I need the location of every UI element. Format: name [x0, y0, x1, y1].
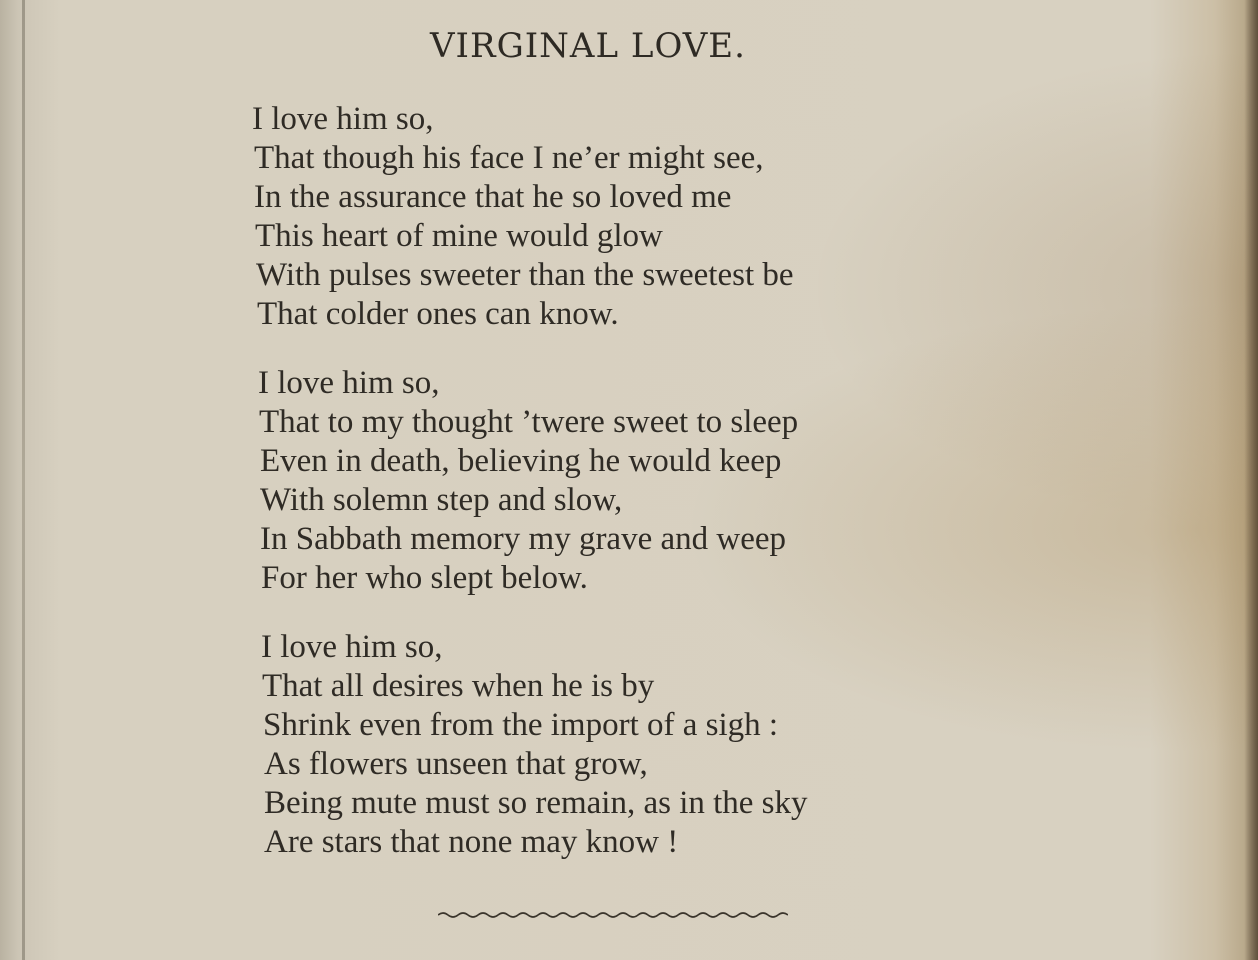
- stanza-2: [252, 364, 972, 598]
- stanza-1: [252, 100, 972, 334]
- poem-line: That colder ones can know.: [257, 296, 619, 332]
- poem-line: With solemn step and slow,: [260, 482, 623, 518]
- poem-line: Shrink even from the import of a sigh :: [263, 707, 779, 743]
- poem-line: Being mute must so remain, as in the sky: [264, 785, 808, 821]
- wavy-rule-ornament-icon: [438, 903, 788, 923]
- poem-line: In the assurance that he so loved me: [254, 179, 732, 215]
- poem-line: That all desires when he is by: [262, 668, 655, 704]
- poem-body: [252, 100, 972, 892]
- poem-line: For her who slept below.: [261, 560, 588, 596]
- poem-line: I love him so,: [258, 365, 440, 401]
- poem-line: In Sabbath memory my grave and weep: [260, 521, 787, 557]
- poem-line: That to my thought ’twere sweet to sleep: [259, 404, 799, 440]
- stanza-3: [252, 628, 972, 862]
- poem-line: That though his face I ne’er might see,: [254, 140, 764, 176]
- poem-line: As flowers unseen that grow,: [264, 746, 648, 782]
- poem-line: Are stars that none may know !: [264, 824, 679, 860]
- poem-line: I love him so,: [252, 101, 434, 137]
- binding-edge: [22, 0, 25, 960]
- poem-title: VIRGINAL LOVE.: [430, 26, 746, 66]
- poem-line: I love him so,: [261, 629, 443, 665]
- poem-line: This heart of mine would glow: [255, 218, 663, 254]
- page-edge-shadow: [1244, 0, 1258, 960]
- poem-line: With pulses sweeter than the sweetest be: [256, 257, 794, 293]
- poem-line: Even in death, believing he would keep: [260, 443, 782, 479]
